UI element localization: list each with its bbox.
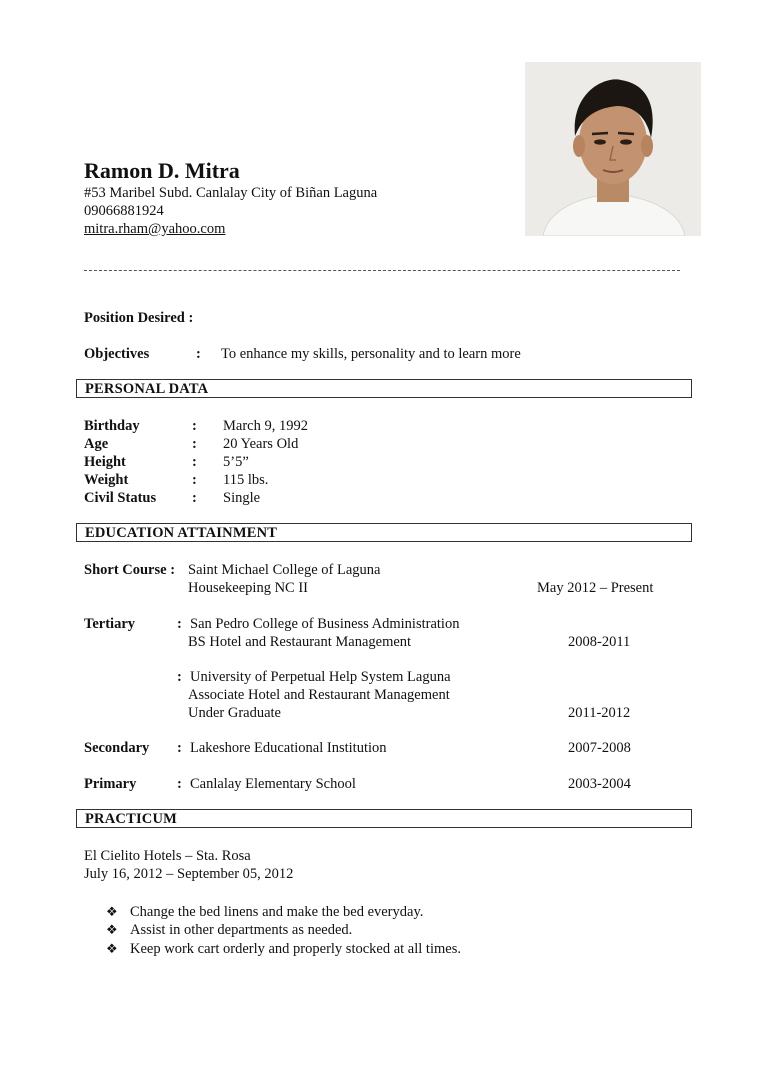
short-course-program: Housekeeping NC II	[188, 580, 309, 596]
secondary-colon: :	[177, 740, 182, 756]
civil-status-label: Civil Status	[84, 490, 157, 506]
tertiary-label: Tertiary	[84, 616, 136, 632]
position-desired-label: Position Desired :	[84, 310, 194, 326]
weight-label: Weight	[84, 472, 129, 488]
objectives-text: To enhance my skills, personality and to learn more	[221, 346, 521, 362]
diamond-bullet-icon: ❖	[106, 904, 118, 919]
primary-school: Canlalay Elementary School	[190, 776, 356, 792]
secondary-date: 2007-2008	[568, 740, 631, 756]
height-colon: :	[192, 454, 197, 470]
short-course-date: May 2012 – Present	[537, 580, 654, 596]
education-heading: EDUCATION ATTAINMENT	[76, 523, 692, 542]
secondary-label: Secondary	[84, 740, 150, 756]
header-divider	[84, 270, 680, 271]
tertiary-status-2: Under Graduate	[188, 705, 281, 721]
objectives-colon: :	[196, 346, 201, 362]
height-label: Height	[84, 454, 126, 470]
diamond-bullet-icon: ❖	[106, 941, 118, 956]
tertiary-date-2: 2011-2012	[568, 705, 631, 721]
age-label: Age	[84, 436, 109, 452]
phone: 09066881924	[84, 203, 164, 219]
objectives-label: Objectives	[84, 346, 150, 362]
birthday-value: March 9, 1992	[223, 418, 308, 434]
list-item: Change the bed linens and make the bed everyday.	[130, 904, 424, 920]
applicant-photo	[525, 62, 701, 236]
short-course-school: Saint Michael College of Laguna	[188, 562, 381, 578]
diamond-bullet-icon: ❖	[106, 922, 118, 937]
email-link[interactable]: mitra.rham@yahoo.com	[84, 221, 226, 237]
civil-status-value: Single	[223, 490, 261, 506]
age-colon: :	[192, 436, 197, 452]
list-item: Assist in other departments as needed.	[130, 922, 353, 938]
practicum-heading: PRACTICUM	[76, 809, 692, 828]
short-course-label: Short Course :	[84, 562, 176, 578]
height-value: 5’5”	[223, 454, 249, 470]
practicum-place: El Cielito Hotels – Sta. Rosa	[84, 848, 251, 864]
birthday-colon: :	[192, 418, 197, 434]
secondary-school: Lakeshore Educational Institution	[190, 740, 387, 756]
tertiary-program-2: Associate Hotel and Restaurant Management	[188, 687, 450, 703]
age-value: 20 Years Old	[223, 436, 299, 452]
primary-date: 2003-2004	[568, 776, 631, 792]
tertiary-colon-2: :	[177, 669, 182, 685]
birthday-label: Birthday	[84, 418, 140, 434]
weight-colon: :	[192, 472, 197, 488]
primary-label: Primary	[84, 776, 137, 792]
primary-colon: :	[177, 776, 182, 792]
weight-value: 115 lbs.	[223, 472, 269, 488]
civil-status-colon: :	[192, 490, 197, 506]
tertiary-program-1: BS Hotel and Restaurant Management	[188, 634, 412, 650]
portrait-image	[525, 62, 701, 236]
practicum-dates: July 16, 2012 – September 05, 2012	[84, 866, 294, 882]
tertiary-school-1: San Pedro College of Business Administration	[190, 616, 460, 632]
personal-data-heading: PERSONAL DATA	[76, 379, 692, 398]
applicant-name: Ramon D. Mitra	[84, 158, 240, 183]
tertiary-colon-1: :	[177, 616, 182, 632]
tertiary-date-1: 2008-2011	[568, 634, 631, 650]
list-item: Keep work cart orderly and properly stocked at all times.	[130, 941, 461, 957]
tertiary-school-2: University of Perpetual Help System Laguna	[190, 669, 451, 685]
address: #53 Maribel Subd. Canlalay City of Biñan Laguna	[84, 185, 378, 201]
